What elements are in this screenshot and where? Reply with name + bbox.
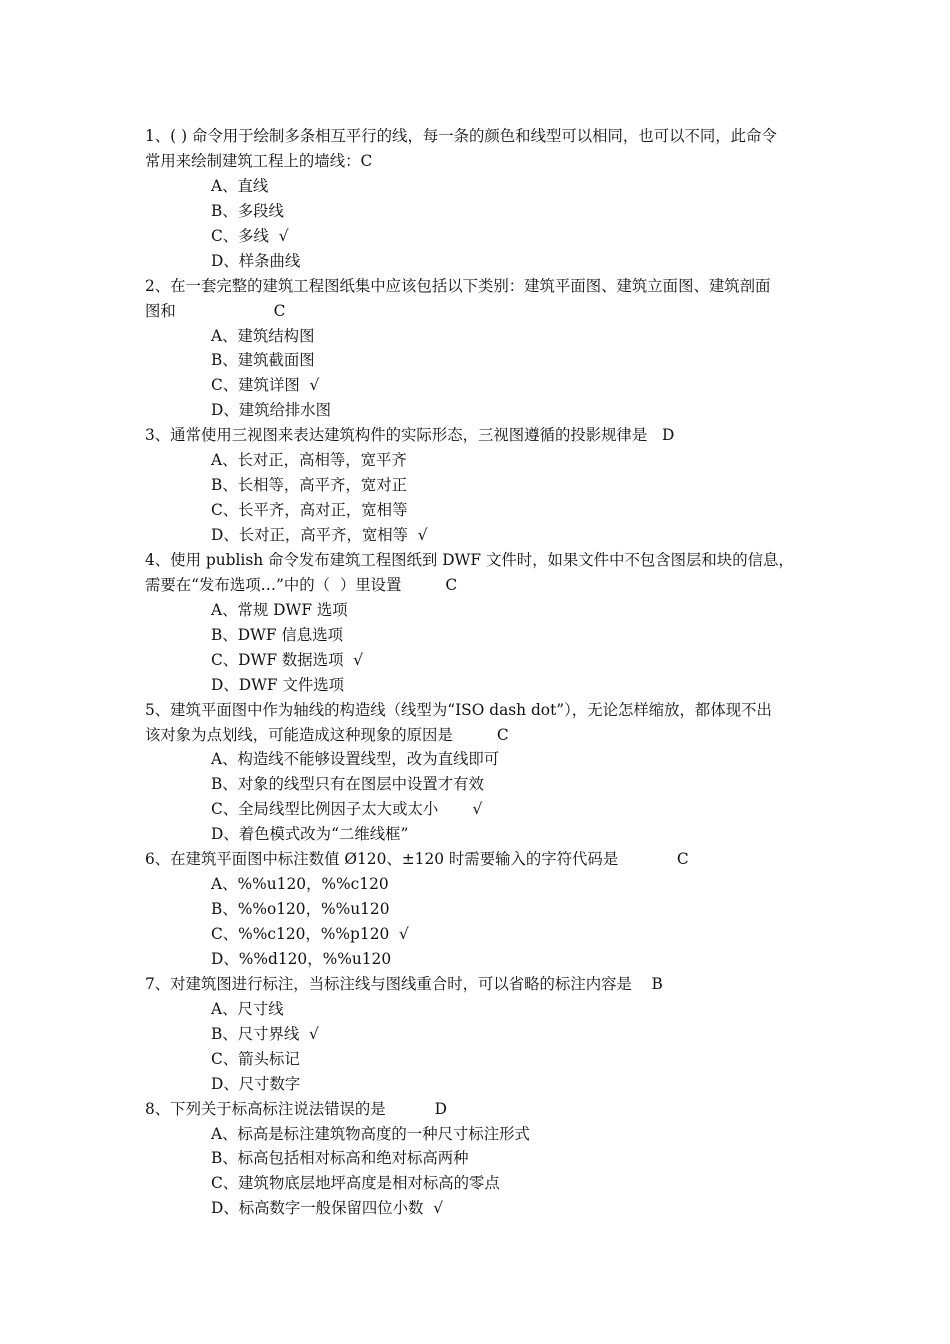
option: B、尺寸界线 √ [211,1024,319,1043]
option: A、建筑结构图 [211,326,315,345]
option: A、构造线不能够设置线型，改为直线即可 [211,750,500,769]
question-text: 6、在建筑平面图中标注数值 Ø120、±120 时需要输入的字符代码是 C [145,850,689,869]
option: D、尺寸数字 [211,1074,301,1093]
question-6 [145,847,815,972]
option: B、对象的线型只有在图层中设置才有效 [211,775,484,794]
option: C、%%c120，%%p120 √ [211,925,409,943]
question-3 [145,423,815,548]
option: D、DWF 文件选项 [211,675,345,694]
option: A、常规 DWF 选项 [211,600,348,619]
option: C、建筑物底层地坪高度是相对标高的零点 [211,1174,500,1193]
option: D、长对正，高平齐，宽相等 √ [211,526,428,544]
option: C、多线 √ [211,226,289,245]
option: D、样条曲线 [211,251,301,270]
question-text: 图和 C [145,301,286,320]
option: C、箭头标记 [211,1049,300,1068]
option: B、DWF 信息选项 [211,625,343,644]
option: A、标高是标注建筑物高度的一种尺寸标注形式 [211,1124,530,1143]
option: D、%%d120，%%u120 [211,949,392,968]
question-7 [145,972,815,1097]
question-5 [145,698,815,848]
question-text: 1、( ) 命令用于绘制多条相互平行的线，每一条的颜色和线型可以相同，也可以不同，此命令 [145,127,777,145]
question-text: 5、建筑平面图中作为轴线的构造线（线型为“ISO dash dot”），无论怎样缩放，都体现不出 [145,700,772,719]
question-text: 需要在“发布选项…”中的（ ）里设置 C [145,575,458,594]
option: B、建筑截面图 [211,351,315,370]
option: B、标高包括相对标高和绝对标高两种 [211,1149,469,1168]
question-text: 3、通常使用三视图来表达建筑构件的实际形态，三视图遵循的投影规律是 D [145,426,675,445]
option: A、%%u120，%%c120 [211,875,389,894]
option: C、长平齐，高对正，宽相等 [211,501,408,520]
option: B、多段线 [211,201,284,220]
question-text: 4、使用 publish 命令发布建筑工程图纸到 DWF 文件时，如果文件中不包含图层和块的信息， [145,550,794,569]
option: B、长相等，高平齐，宽对正 [211,476,407,495]
question-8 [145,1097,815,1222]
option: A、直线 [211,176,269,195]
question-text: 常用来绘制建筑工程上的墙线：C [145,151,373,170]
question-text: 7、对建筑图进行标注，当标注线与图线重合时，可以省略的标注内容是 B [145,974,663,993]
question-list [145,124,815,1221]
question-text: 8、下列关于标高标注说法错误的是 D [145,1099,447,1118]
option: A、尺寸线 [211,999,284,1018]
question-text: 2、在一套完整的建筑工程图纸集中应该包括以下类别：建筑平面图、建筑立面图、建筑剖面 [145,276,771,295]
option: C、全局线型比例因子太大或太小 √ [211,800,483,819]
question-text: 该对象为点划线，可能造成这种现象的原因是 C [145,725,509,744]
question-1 [145,124,815,274]
question-2 [145,274,815,424]
option: A、长对正，高相等，宽平齐 [211,451,407,470]
question-4 [145,548,815,698]
option: C、DWF 数据选项 √ [211,650,364,669]
option: D、建筑给排水图 [211,401,332,420]
option: C、建筑详图 √ [211,376,320,395]
option: B、%%o120，%%u120 [211,900,390,919]
option: D、标高数字一般保留四位小数 √ [211,1199,444,1218]
option: D、着色模式改为“二维线框” [211,825,409,844]
